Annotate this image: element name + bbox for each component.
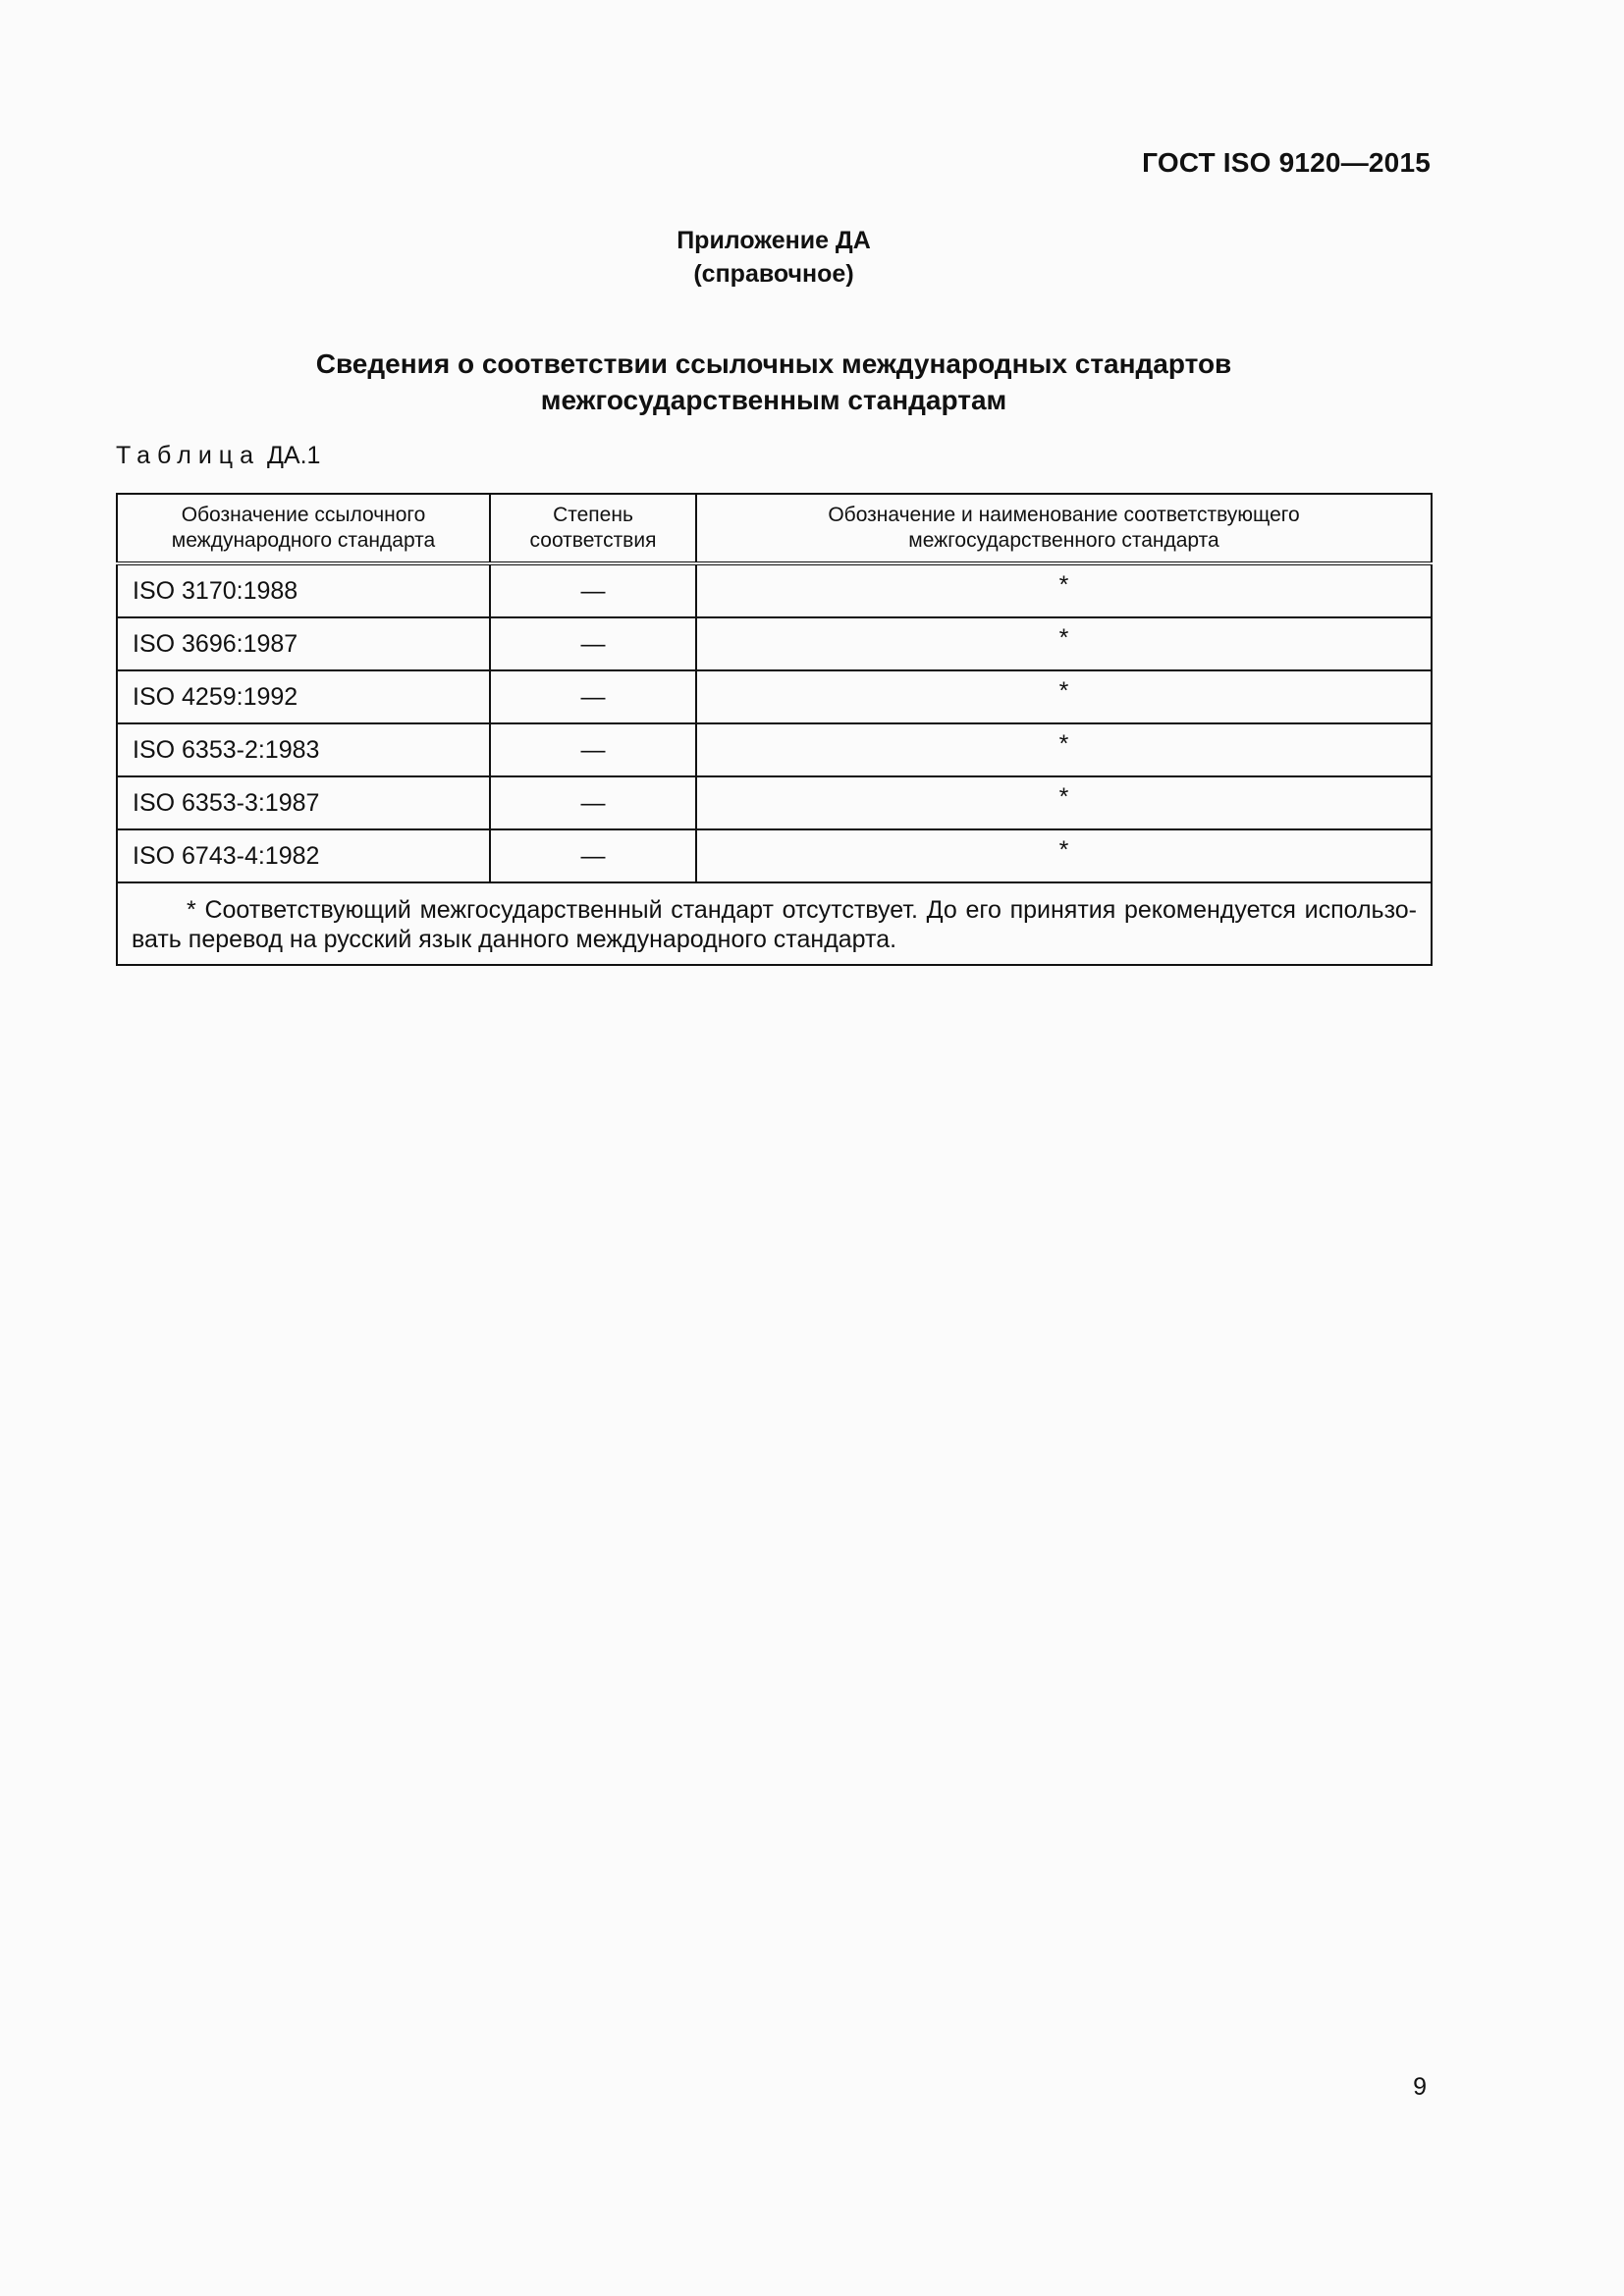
table-row [117,776,1432,829]
cell-degree: — [490,829,696,882]
cell-degree: — [490,563,696,617]
cell-degree: — [490,776,696,829]
column-header-text: Обозначение ссылочного [181,504,426,526]
section-heading-line-1: Сведения о соответствии ссылочных международных стандартов [315,348,1232,379]
column-header-degree [490,494,696,563]
table-caption [116,442,320,470]
cell-national-standard: * [696,563,1432,617]
cell-national-standard: * [696,723,1432,776]
cell-standard: ISO 6353-3:1987 [117,776,490,829]
appendix-subtitle: (справочное) [693,260,854,288]
table-footnote-row [117,882,1432,965]
appendix-title: Приложение ДА [677,227,871,254]
document-code: ГОСТ ISO 9120—2015 [1142,147,1431,178]
column-header-text: соответствия [529,529,657,552]
column-header-text: Обозначение и наименование соответствующего [828,504,1300,526]
cell-standard: ISO 3696:1987 [117,617,490,670]
cell-standard: ISO 6353-2:1983 [117,723,490,776]
table-row [117,617,1432,670]
page-number: 9 [1413,2073,1427,2101]
table-row [117,829,1432,882]
column-header-text: межгосударственного стандарта [908,529,1219,552]
cell-standard: ISO 4259:1992 [117,670,490,723]
section-heading [0,346,1547,418]
cell-national-standard: * [696,829,1432,882]
cell-national-standard: * [696,776,1432,829]
column-header-national-standard [696,494,1432,563]
table-footnote: * Соответствующий межгосударственный стандарт отсутствует. До его принятия рекомендуется использовать перевод на русский язык данного международного стандарта. [117,882,1432,965]
cell-national-standard: * [696,617,1432,670]
standards-correspondence-table [116,493,1433,966]
cell-standard: ISO 3170:1988 [117,563,490,617]
table-row [117,723,1432,776]
table-row [117,563,1432,617]
section-heading-line-2: межгосударственным стандартам [540,385,1007,415]
cell-standard: ISO 6743-4:1982 [117,829,490,882]
cell-national-standard: * [696,670,1432,723]
column-header-text: международного стандарта [171,529,436,552]
column-header-text: Степень [553,504,633,526]
column-header-standard [117,494,490,563]
table-row [117,670,1432,723]
table-header-row [117,494,1432,563]
cell-degree: — [490,617,696,670]
appendix-title-block [0,224,1547,291]
cell-degree: — [490,670,696,723]
cell-degree: — [490,723,696,776]
table-caption-word: Таблица [116,442,261,469]
table-caption-number: ДА.1 [266,442,321,469]
